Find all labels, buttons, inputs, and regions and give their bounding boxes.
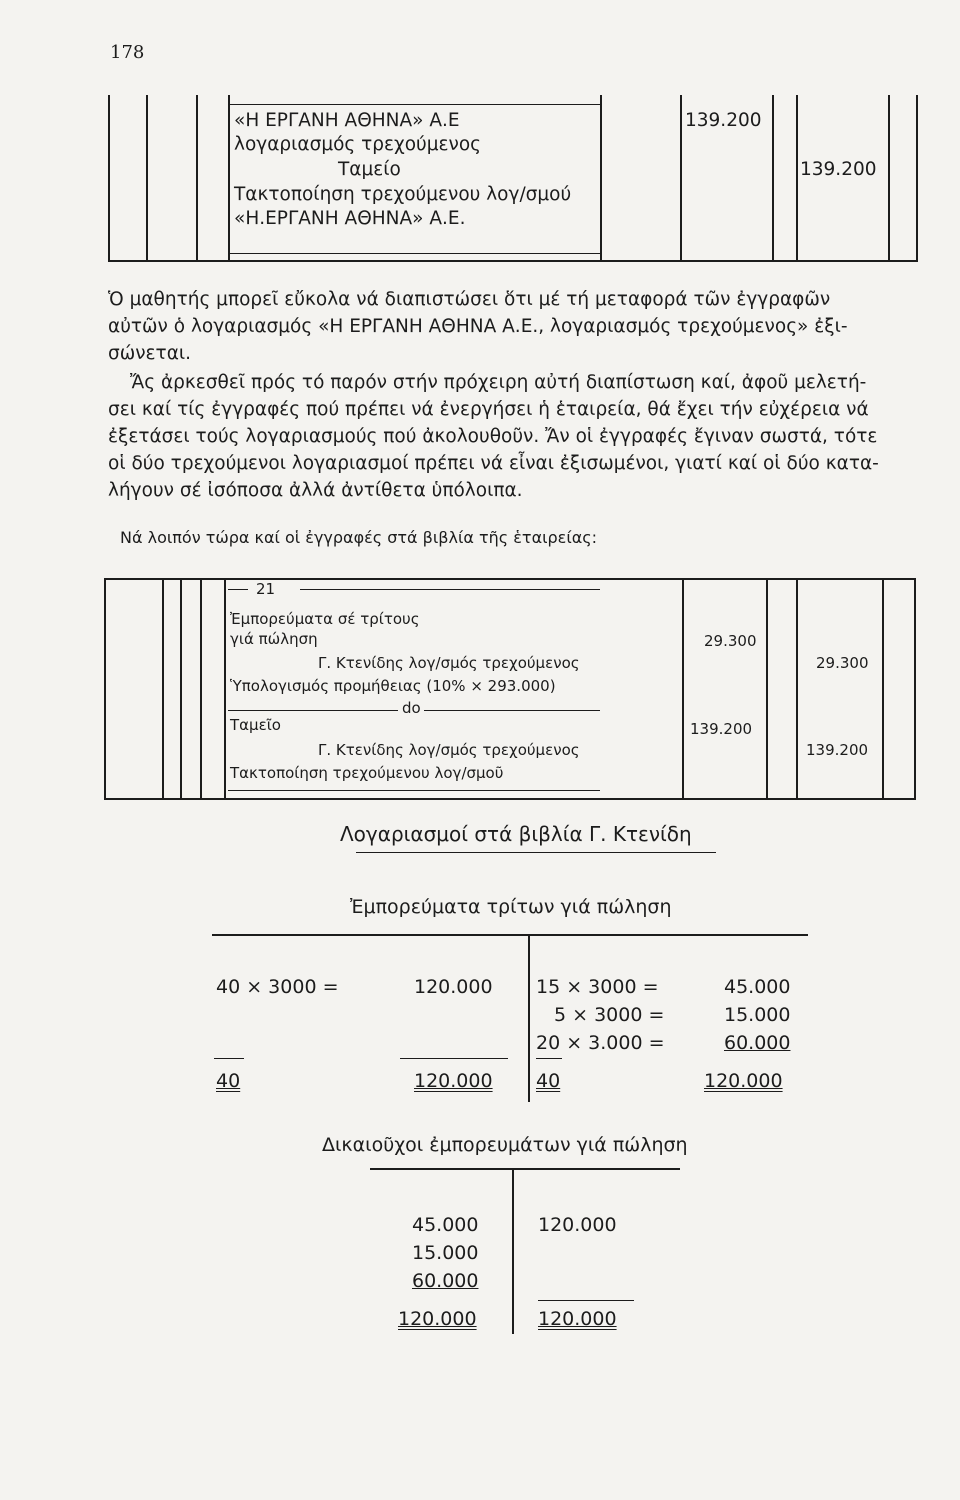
journal1-account-debit-sub: λογαριασμός τρεχούμενος	[234, 134, 482, 155]
journal2-e1-credit-amount: 29.300	[816, 654, 869, 672]
t1-credit-total: 120.000	[704, 1070, 783, 1092]
paragraph-1-line-2: αὐτῶν ὁ λογαριασμός «Η ΕΡΓΑΝΗ ΑΘΗΝΑ Α.Ε., λογαριασμός τρεχούμενος» ἐξι-	[108, 316, 848, 337]
t2-debit-item-2: 15.000	[412, 1242, 479, 1264]
journal1-description-sub: «Η.ΕΡΓΑΝΗ ΑΘΗΝΑ» Α.Ε.	[234, 208, 466, 229]
journal2-e1-debit-amount: 29.300	[704, 632, 757, 650]
journal2-ditto: do	[402, 699, 421, 717]
paragraph-3: Νά λοιπόν τώρα καί οἱ ἐγγραφές στά βιβλία τῆς ἑταιρείας:	[120, 528, 598, 547]
journal2-e2-credit-amount: 139.200	[806, 741, 869, 759]
t1-debit-total: 120.000	[414, 1070, 493, 1092]
journal2-e2-account-debit: Ταμεῖο	[230, 716, 281, 734]
paragraph-2-line-4: οἱ δύο τρεχούμενοι λογαριασμοί πρέπει νά εἶναι ἐξισωμένοι, γιατί καί οἱ δύο κατα-	[108, 453, 879, 474]
t1-credit-amount-2: 15.000	[724, 1004, 791, 1026]
journal2-e2-description: Τακτοποίηση τρεχούμενου λογ/σμοῦ	[230, 764, 504, 782]
t1-credit-amount-1: 45.000	[724, 976, 791, 998]
journal2-e1-description: Ὑπολογισμός προμήθειας (10% × 293.000)	[230, 677, 556, 695]
journal2-date: 21	[256, 580, 276, 598]
journal2-e1-account-debit: Ἐμπορεύματα σέ τρίτους	[230, 610, 420, 628]
t2-debit-total: 120.000	[398, 1308, 477, 1330]
paragraph-2-line-1: Ἄς ἀρκεσθεῖ πρός τό παρόν στήν πρόχειρη αὐτή διαπίστωση καί, ἀφοῦ μελετή-	[130, 372, 867, 393]
t1-credit-qty-2: 5 × 3000 =	[554, 1004, 665, 1026]
t2-credit-total: 120.000	[538, 1308, 617, 1330]
t1-title: Ἐμπορεύματα τρίτων γιά πώληση	[350, 896, 672, 918]
paragraph-1-line-1: Ὁ μαθητής μπορεῖ εὔκολα νά διαπιστώσει ὅτι μέ τή μεταφορά τῶν ἐγγραφῶν	[108, 289, 831, 310]
t1-debit-amount: 120.000	[414, 976, 493, 998]
t2-title: Δικαιοῦχοι ἐμπορευμάτων γιά πώληση	[322, 1134, 688, 1156]
paragraph-2-line-2: σει καί τίς ἐγγραφές πού πρέπει νά ἐνεργήσει ἡ ἑταιρεία, θά ἔχει τήν εὐχέρεια νά	[108, 399, 869, 420]
journal2-e2-account-credit: Γ. Κτενίδης λογ/σμός τρεχούμενος	[318, 741, 580, 759]
journal1-credit-amount: 139.200	[800, 159, 877, 180]
page-number: 178	[110, 42, 145, 63]
paragraph-1-line-3: σώνεται.	[108, 343, 192, 364]
journal1-account-credit: Ταμείο	[338, 159, 401, 180]
journal2-e1-account-debit-sub: γιά πώληση	[230, 630, 318, 648]
journal2-e1-account-credit: Γ. Κτενίδης λογ/σμός τρεχούμενος	[318, 654, 580, 672]
journal1-debit-amount: 139.200	[685, 110, 762, 131]
t1-debit-total-qty: 40	[216, 1070, 241, 1092]
t1-debit-line: 40 × 3000 =	[216, 976, 339, 998]
t2-credit-item: 120.000	[538, 1214, 617, 1236]
paragraph-2-line-3: ἐξετάσει τούς λογαριασμούς πού ἀκολουθοῦν. Ἄν οἱ ἐγγραφές ἔγιναν σωστά, τότε	[108, 426, 878, 447]
t1-credit-amount-3: 60.000	[724, 1032, 791, 1054]
paragraph-2-line-5: λήγουν σέ ἰσόποσα ἀλλά ἀντίθετα ὑπόλοιπα.	[108, 480, 523, 501]
t2-debit-item-3: 60.000	[412, 1270, 479, 1292]
t1-credit-total-qty: 40	[536, 1070, 561, 1092]
journal1-description: Τακτοποίηση τρεχούμενου λογ/σμού	[234, 184, 572, 205]
journal2-e2-debit-amount: 139.200	[690, 720, 753, 738]
ledger-heading: Λογαριασμοί στά βιβλία Γ. Κτενίδη	[340, 822, 692, 846]
journal1-account-debit: «Η ΕΡΓΑΝΗ ΑΘΗΝΑ» Α.Ε	[234, 110, 460, 131]
t1-credit-qty-3: 20 × 3.000 =	[536, 1032, 665, 1054]
t1-credit-qty-1: 15 × 3000 =	[536, 976, 659, 998]
t2-debit-item-1: 45.000	[412, 1214, 479, 1236]
